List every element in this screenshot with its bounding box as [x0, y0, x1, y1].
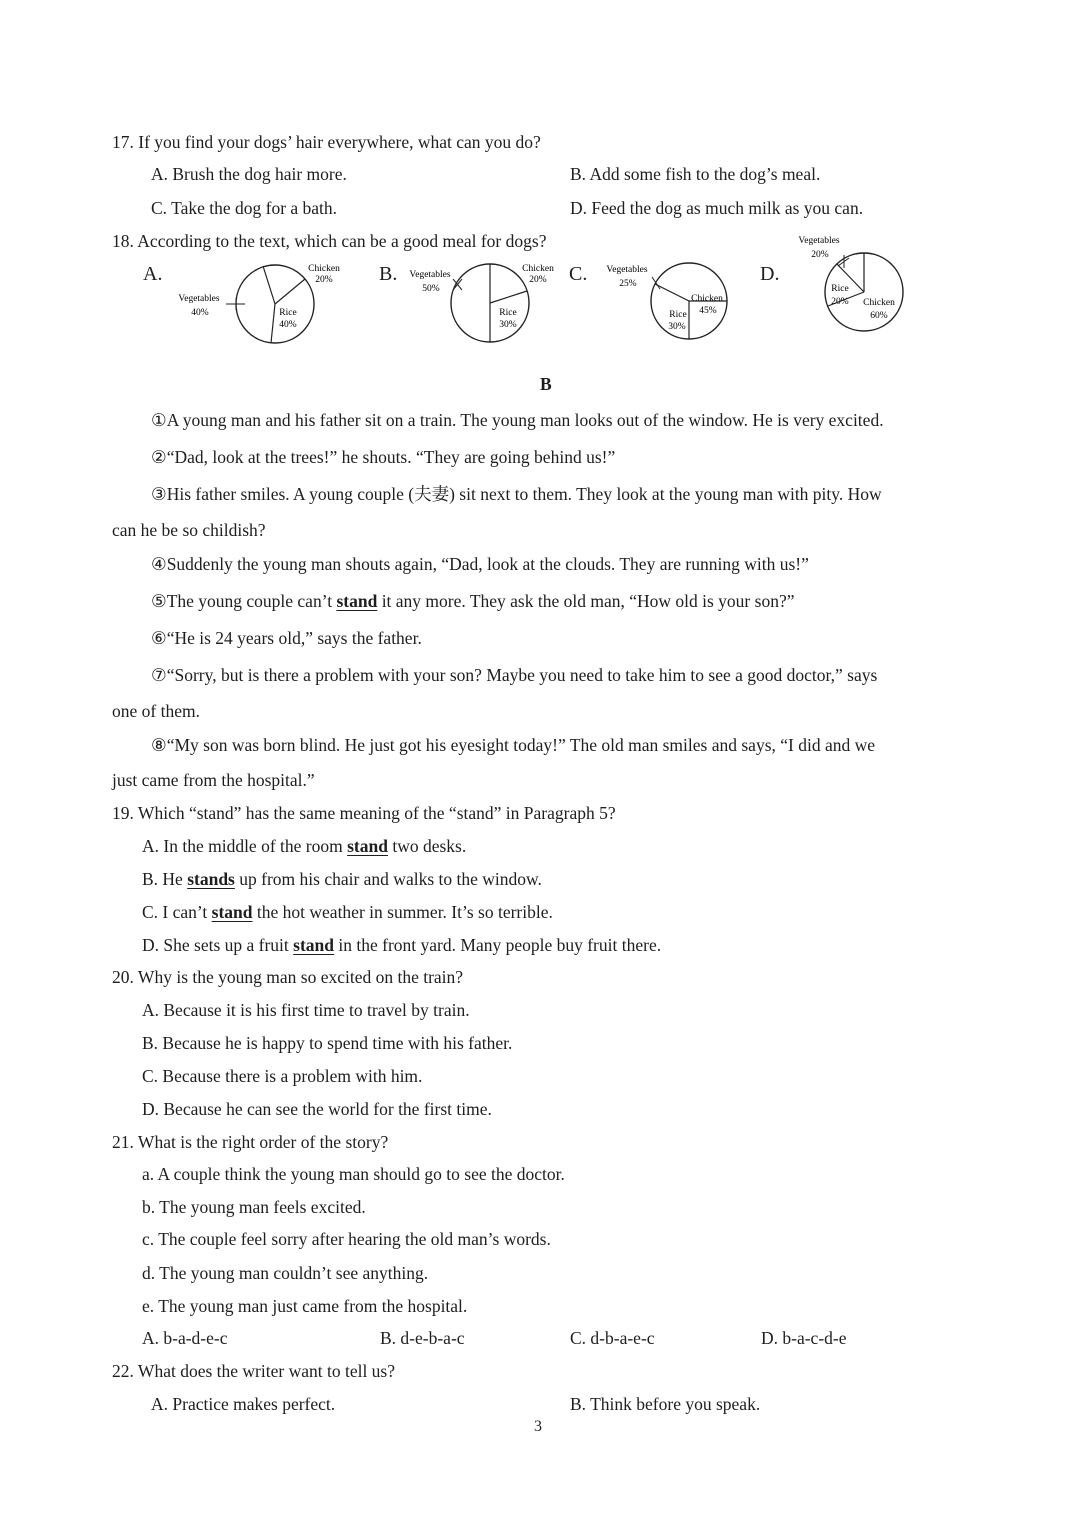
pie-a-label-chicken: Chicken — [308, 264, 340, 274]
pie-d-value-vegetables: 20% — [811, 250, 829, 260]
pie-b-value-chicken: 20% — [529, 275, 547, 285]
question-20-stem: 20. Why is the young man so excited on the train? — [112, 967, 464, 987]
paragraph-5-keyword: stand — [336, 591, 378, 611]
pie-b-label-vegetables: Vegetables — [409, 270, 451, 280]
question-19-option-c — [142, 901, 553, 923]
pie-a-label-rice: Rice — [279, 308, 297, 318]
section-b-heading: B — [540, 374, 552, 394]
question-22-stem: 22. What does the writer want to tell us? — [112, 1361, 396, 1381]
question-20-option-a: A. Because it is his first time to travel by train. — [142, 1000, 470, 1020]
question-17-option-b: B. Add some fish to the dog’s meal. — [570, 164, 821, 184]
q19-b-keyword: stands — [187, 869, 235, 889]
q19-c-post: the hot weather in summer. It’s so terrible. — [252, 902, 553, 922]
question-20-option-b: B. Because he is happy to spend time with his father. — [142, 1033, 513, 1053]
pie-b-value-rice: 30% — [499, 320, 517, 330]
pie-a-label-vegetables: Vegetables — [178, 294, 220, 304]
page-number: 3 — [534, 1418, 542, 1435]
question-21-event-c: c. The couple feel sorry after hearing the old man’s words. — [142, 1229, 551, 1249]
question-21-event-b: b. The young man feels excited. — [142, 1197, 366, 1217]
question-20-option-d: D. Because he can see the world for the first time. — [142, 1099, 492, 1119]
pie-b-value-vegetables: 50% — [422, 284, 440, 294]
q19-d-post: in the front yard. Many people buy fruit there. — [334, 935, 662, 955]
pie-b-label-chicken: Chicken — [522, 264, 554, 274]
question-21-event-d: d. The young man couldn’t see anything. — [142, 1263, 429, 1283]
question-21-option-c: C. d-b-a-e-c — [570, 1328, 655, 1348]
q19-c-keyword: stand — [211, 902, 253, 922]
q19-d-keyword: stand — [293, 935, 335, 955]
pie-c-value-chicken: 45% — [699, 306, 717, 316]
pie-chart-d-svg — [0, 0, 1080, 400]
pie-a-value-rice: 40% — [279, 320, 297, 330]
pie-d-value-chicken: 60% — [870, 311, 888, 321]
question-18-option-b-letter: B. — [379, 263, 398, 285]
pie-c-label-chicken: Chicken — [691, 294, 723, 304]
paragraph-6: ⑥“He is 24 years old,” says the father. — [151, 628, 422, 648]
paragraph-7-line-2: one of them. — [112, 701, 200, 721]
question-21-event-a: a. A couple think the young man should go to see the doctor. — [142, 1164, 565, 1184]
paragraph-7-line-1: ⑦“Sorry, but is there a problem with your son? Maybe you need to take him to see a good doctor,” says — [151, 665, 878, 685]
question-21-stem: 21. What is the right order of the story? — [112, 1132, 389, 1152]
question-19-option-a — [142, 835, 466, 857]
paragraph-8-line-1: ⑧“My son was born blind. He just got his eyesight today!” The old man smiles and says, “I did and we — [151, 735, 876, 755]
pie-d-value-rice: 20% — [831, 297, 849, 307]
question-19-option-d — [142, 934, 661, 956]
paragraph-5 — [151, 590, 794, 612]
pie-d-label-vegetables: Vegetables — [798, 236, 840, 246]
question-21-event-e: e. The young man just came from the hospital. — [142, 1296, 468, 1316]
pie-c-value-rice: 30% — [668, 322, 686, 332]
q19-a-pre: A. In the middle of the room — [142, 836, 348, 856]
paragraph-3-line-2: can he be so childish? — [112, 520, 266, 540]
paragraph-4: ④Suddenly the young man shouts again, “Dad, look at the clouds. They are running with us!” — [151, 554, 809, 574]
pie-c-label-rice: Rice — [669, 310, 687, 320]
q19-b-post: up from his chair and walks to the window. — [234, 869, 542, 889]
question-17-stem: 17. If you find your dogs’ hair everywhere, what can you do? — [112, 132, 541, 152]
question-19-option-b — [142, 868, 542, 890]
question-22-option-b: B. Think before you speak. — [570, 1394, 761, 1414]
paragraph-2: ②“Dad, look at the trees!” he shouts. “They are going behind us!” — [151, 447, 616, 467]
question-21-option-a: A. b-a-d-e-c — [142, 1328, 228, 1348]
q19-c-pre: C. I can’t — [142, 902, 212, 922]
pie-c-value-vegetables: 25% — [619, 279, 637, 289]
pie-a-value-vegetables: 40% — [191, 308, 209, 318]
question-18-stem: 18. According to the text, which can be a good meal for dogs? — [112, 231, 547, 251]
paragraph-3-line-1: ③His father smiles. A young couple (夫妻) sit next to them. They look at the young man with pity. How — [151, 484, 882, 504]
question-17-option-d: D. Feed the dog as much milk as you can. — [570, 198, 864, 218]
question-20-option-c: C. Because there is a problem with him. — [142, 1066, 423, 1086]
pie-a-value-chicken: 20% — [315, 275, 333, 285]
q19-a-post: two desks. — [387, 836, 467, 856]
q19-b-pre: B. He — [142, 869, 188, 889]
question-19-stem: 19. Which “stand” has the same meaning of the “stand” in Paragraph 5? — [112, 803, 616, 823]
pie-d-label-rice: Rice — [831, 284, 849, 294]
pie-d-label-chicken: Chicken — [863, 298, 895, 308]
question-22-option-a: A. Practice makes perfect. — [151, 1394, 336, 1414]
q19-a-keyword: stand — [347, 836, 388, 856]
question-17-option-c: C. Take the dog for a bath. — [151, 198, 338, 218]
question-18-option-a-letter: A. — [143, 263, 163, 285]
q19-d-pre: D. She sets up a fruit — [142, 935, 294, 955]
paragraph-1: ①A young man and his father sit on a train. The young man looks out of the window. He is very excited. — [151, 410, 884, 430]
paragraph-8-line-2: just came from the hospital.” — [112, 770, 315, 790]
question-21-option-d: D. b-a-c-d-e — [761, 1328, 847, 1348]
paragraph-5-pre: ⑤The young couple can’t — [151, 591, 337, 611]
paragraph-5-post: it any more. They ask the old man, “How old is your son?” — [377, 591, 795, 611]
question-18-option-c-letter: C. — [569, 263, 588, 285]
question-21-option-b: B. d-e-b-a-c — [380, 1328, 465, 1348]
question-18-option-d-letter: D. — [760, 263, 780, 285]
question-17-option-a: A. Brush the dog hair more. — [151, 164, 347, 184]
pie-c-label-vegetables: Vegetables — [606, 265, 648, 275]
pie-b-label-rice: Rice — [499, 308, 517, 318]
